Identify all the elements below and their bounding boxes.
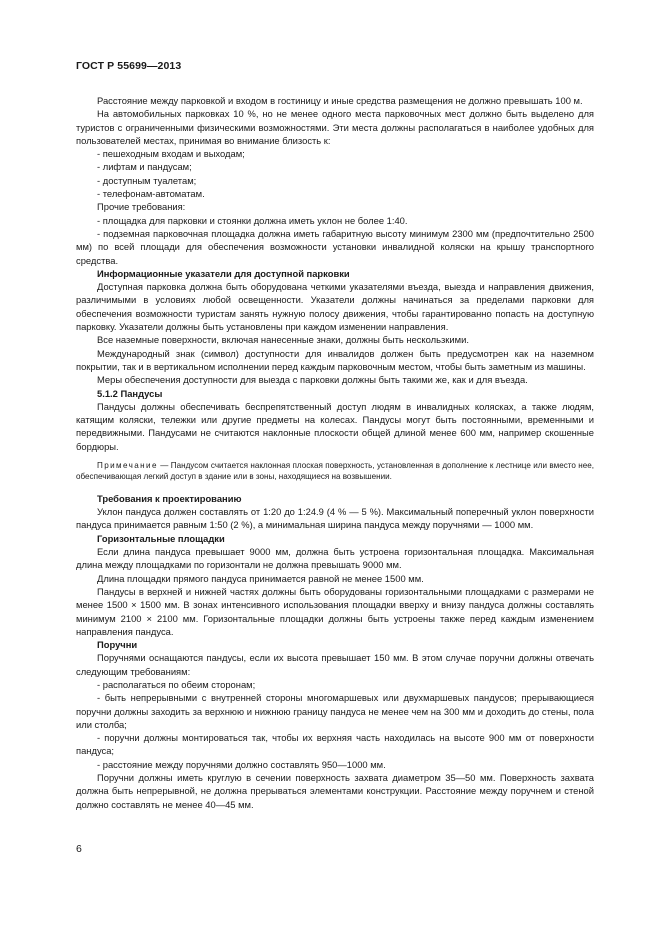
paragraph-text: На автомобильных парковках 10 %, но не менее одного места парковочных мест должно быть выделено для туристов с ограниченными физическими возможностями. Эти места должны располагаться в наиболее удобных для пользователей местах, принимая во внимание близость к: xyxy=(76,108,594,146)
paragraph-text: Пандусы в верхней и нижней частях должны быть оборудованы горизонтальными площадками с размерами не менее 1500 × 1500 мм. В зонах интенсивного использования площадки вверху и внизу пандуса должны составлять минимум 2100 × 2100 мм. Горизонтальные площадки должны быть устроены также перед каждым изменением направления пандуса. xyxy=(76,585,594,637)
body-paragraph xyxy=(76,651,594,678)
body-paragraph xyxy=(76,731,594,758)
body-paragraph xyxy=(76,373,594,386)
body-paragraph xyxy=(76,280,594,333)
paragraph-text: Международный знак (символ) доступности для инвалидов должен быть предусмотрен как на наземном покрытии, так и в вертикальном исполнении перед каждым парковочным местом, чтобы быть заметным из машины. xyxy=(76,347,594,372)
paragraph-text: Поручни xyxy=(97,639,138,651)
body-paragraph xyxy=(76,572,594,585)
paragraph-text: Поручнями оснащаются пандусы, если их высота превышает 150 мм. В этом случае поручни должны отвечать следующим требованиям: xyxy=(76,652,594,677)
body-paragraph xyxy=(76,545,594,572)
paragraph-text: Уклон пандуса должен составлять от 1:20 до 1:24.9 (4 % — 5 %). Максимальный поперечный уклон поверхности пандуса принимается равным 1:50 (2 %), а минимальная ширина пандуса между поручнями — 1000 мм. xyxy=(76,506,594,531)
note-label: Примечание xyxy=(97,461,158,471)
paragraph-text: - площадка для парковки и стоянки должна иметь уклон не более 1:40. xyxy=(97,214,408,226)
body-paragraph xyxy=(76,691,594,731)
paragraph-text: Информационные указатели для доступной парковки xyxy=(97,267,350,279)
paragraph-text: Пандусы должны обеспечивать беспрепятственный доступ людям в инвалидных колясках, а также людям, катящим коляски, тележки или другие предметы на колесах. Пандусы могут быть постоянными, временными и передвижными. Пандусами не считаются наклонные плоскости общей длиной менее 600 мм, например скошенные бордюры. xyxy=(76,400,594,452)
paragraph-text: Поручни должны иметь круглую в сечении поверхность захвата диаметром 35—50 мм. Поверхность захвата должна быть непрерывной, не должна прерываться элементами конструкции. Расстояние между поручнем и стеной должно составлять не менее 40—45 мм. xyxy=(76,772,594,810)
paragraph-text: - пешеходным входам и выходам; xyxy=(97,148,245,160)
paragraph-text: 5.1.2 Пандусы xyxy=(97,387,163,399)
paragraph-text: Горизонтальные площадки xyxy=(97,532,225,544)
section-heading xyxy=(76,638,594,651)
section-heading xyxy=(76,267,594,280)
paragraph-text: - расстояние между поручнями должно составлять 950—1000 мм. xyxy=(97,758,386,770)
section-heading xyxy=(76,492,594,505)
list-item xyxy=(76,678,594,691)
paragraph-text: — Пандусом считается наклонная плоская поверхность, установленная в дополнение к лестнице или вместо нее, обеспечивающая легкий доступ в здание или в зоны, находящиеся на возвышении. xyxy=(76,461,594,482)
list-item xyxy=(76,174,594,187)
body-paragraph xyxy=(76,400,594,453)
body-paragraph xyxy=(76,94,594,107)
document-body xyxy=(76,94,594,811)
body-paragraph xyxy=(76,505,594,532)
paragraph-text: Доступная парковка должна быть оборудована четкими указателями въезда, выезда и направления движения, различимыми в условиях любой освещенности. Указатели должны начинаться за пределами парковки для обеспечения возможности туристам занять нужную полосу движения, чтобы гарантированно попасть на доступную парковку. Указатели должны быть установлены при каждом изменении направления. xyxy=(76,281,594,333)
list-item xyxy=(76,214,594,227)
section-heading xyxy=(76,387,594,400)
body-paragraph xyxy=(76,771,594,811)
body-paragraph xyxy=(76,333,594,346)
list-item xyxy=(76,160,594,173)
paragraph-text: - доступным туалетам; xyxy=(97,174,197,186)
body-paragraph xyxy=(76,585,594,638)
paragraph-text: Прочие требования: xyxy=(97,201,186,213)
document-header: ГОСТ Р 55699—2013 xyxy=(76,60,182,72)
list-item xyxy=(76,227,594,267)
paragraph-text: - телефонам-автоматам. xyxy=(97,188,205,200)
section-heading xyxy=(76,532,594,545)
paragraph-text: - поручни должны монтироваться так, чтобы их верхняя часть находилась на высоте 900 мм от поверхности пандуса; xyxy=(76,732,594,757)
paragraph-text: Длина площадки прямого пандуса принимается равной не менее 1500 мм. xyxy=(97,572,424,584)
body-paragraph xyxy=(76,107,594,147)
paragraph-text: - лифтам и пандусам; xyxy=(97,161,192,173)
page-number: 6 xyxy=(76,843,82,855)
list-item xyxy=(76,758,594,771)
list-item xyxy=(76,187,594,200)
paragraph-text: - подземная парковочная площадка должна иметь габаритную высоту минимум 2300 мм (предпочтительно 2500 мм) по всей площади для обеспечения возможности установки инвалидной коляски на крышу транспортного средства. xyxy=(76,227,594,266)
paragraph-text: Все наземные поверхности, включая нанесенные знаки, должны быть нескользкими. xyxy=(97,334,469,346)
list-item xyxy=(76,147,594,160)
body-paragraph xyxy=(76,347,594,374)
list-item xyxy=(76,200,594,213)
paragraph-text: - быть непрерывными с внутренней стороны многомаршевых или двухмаршевых пандусов; прерывающиеся поручни должны заходить за верхнюю и нижнюю границу пандуса не менее чем на 300 мм и доходить до стены, пола или столба; xyxy=(76,692,594,730)
paragraph-text: Расстояние между парковкой и входом в гостиницу и иные средства размещения не должно превышать 100 м. xyxy=(97,95,583,106)
paragraph-text: Требования к проектированию xyxy=(97,492,242,504)
note-paragraph xyxy=(76,460,594,483)
paragraph-text: - располагаться по обеим сторонам; xyxy=(97,678,256,690)
paragraph-text: Если длина пандуса превышает 9000 мм, должна быть устроена горизонтальная площадка. Максимальная длина между площадками по горизонтали не должна превышать 9000 мм. xyxy=(76,546,594,571)
paragraph-text: Меры обеспечения доступности для выезда с парковки должны быть такими же, как и для въезда. xyxy=(97,374,528,386)
